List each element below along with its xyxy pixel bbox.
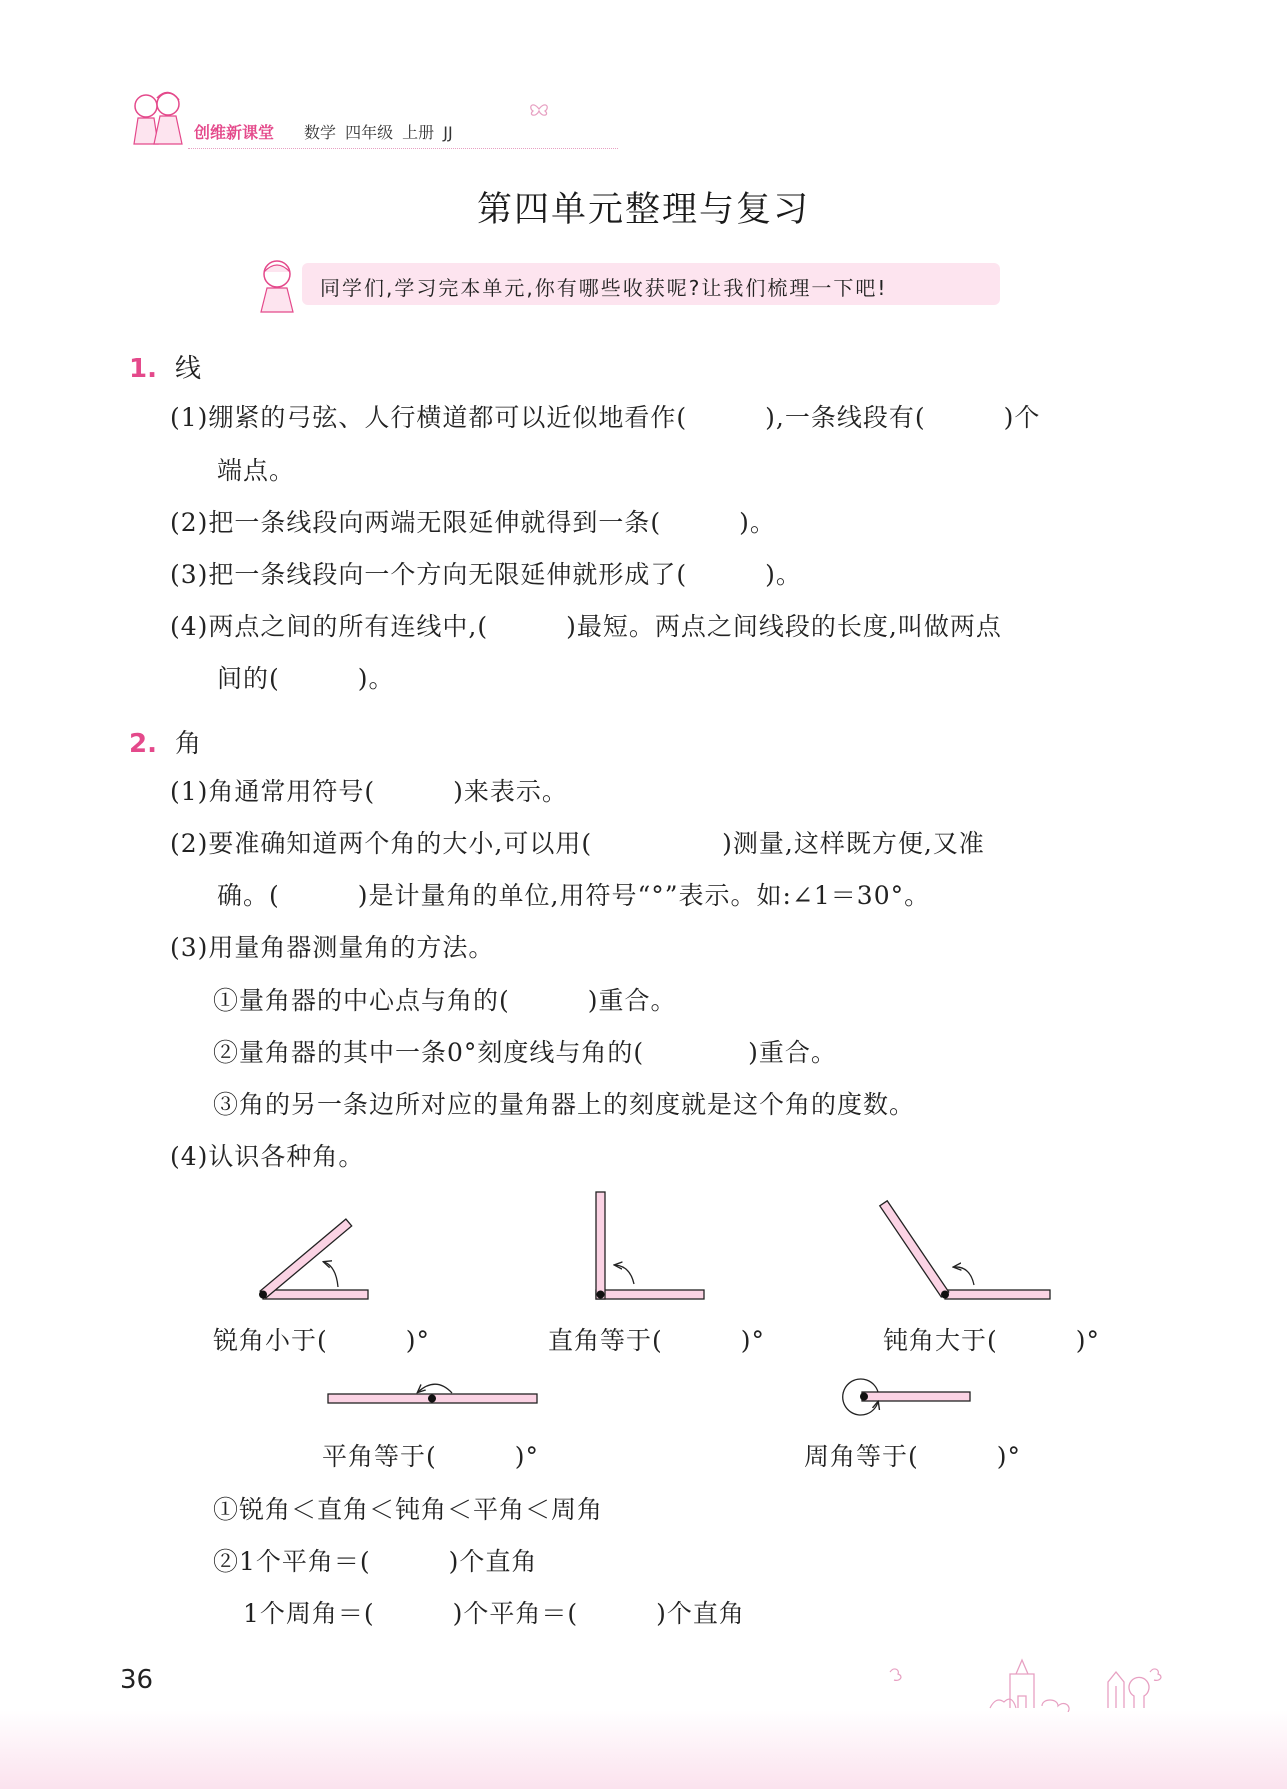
- s1-item-2: (2)把一条线段向两端无限延伸就得到一条( )。: [170, 508, 776, 537]
- s2-step-3: ③角的另一条边所对应的量角器上的刻度就是这个角的度数。: [213, 1090, 916, 1119]
- s2-step-1: ①量角器的中心点与角的( )重合。: [213, 986, 677, 1015]
- s2-item-2: (2)要准确知道两个角的大小,可以用( )测量,这样既方便,又准: [170, 829, 985, 858]
- footer-band: [0, 1710, 1287, 1789]
- section-2-name: 角: [174, 729, 201, 759]
- acute-angle-figure: [259, 1219, 368, 1299]
- section-1-name: 线: [174, 354, 201, 384]
- round-label: 周角等于( )°: [804, 1442, 1022, 1471]
- s2-item-1: (1)角通常用符号( )来表示。: [170, 777, 568, 806]
- s1-item-4-cont: 间的( )。: [217, 664, 395, 693]
- right-angle-figure: [596, 1192, 704, 1299]
- s2-compare: ①锐角＜直角＜钝角＜平角＜周角: [213, 1495, 604, 1524]
- brand-name: 创维新课堂: [194, 123, 275, 142]
- section-1-number: 1.: [129, 354, 157, 384]
- page-number: 36: [120, 1665, 154, 1695]
- straight-label: 平角等于( )°: [322, 1442, 540, 1471]
- right-label: 直角等于( )°: [548, 1326, 766, 1355]
- section-2-number: 2.: [129, 729, 157, 759]
- s2-step-2: ②量角器的其中一条0°刻度线与角的( )重合。: [213, 1038, 837, 1067]
- s1-item-1: (1)绷紧的弓弦、人行横道都可以近似地看作( ),一条线段有( )个: [170, 403, 1041, 432]
- s2-item-4: (4)认识各种角。: [170, 1142, 365, 1171]
- s2-item-3: (3)用量角器测量角的方法。: [170, 933, 495, 962]
- s2-relation-2: 1个周角＝( )个平角＝( )个直角: [243, 1599, 745, 1628]
- straight-angle-figure: [328, 1384, 537, 1403]
- book-info: 数学 四年级 上册 JJ: [304, 123, 453, 142]
- intro-text: 同学们,学习完本单元,你有哪些收获呢?让我们梳理一下吧!: [320, 276, 888, 300]
- castle-doodle-icon: [880, 1650, 1170, 1712]
- obtuse-label: 钝角大于( )°: [883, 1326, 1101, 1355]
- obtuse-angle-figure: [880, 1201, 1050, 1299]
- s2-item-2-cont: 确。( )是计量角的单位,用符号“°”表示。如:∠1＝30°。: [217, 881, 931, 910]
- s1-item-3: (3)把一条线段向一个方向无限延伸就形成了( )。: [170, 560, 802, 589]
- acute-label: 锐角小于( )°: [213, 1326, 431, 1355]
- s2-relation-1: ②1个平角＝( )个直角: [213, 1547, 538, 1576]
- s1-item-1-cont: 端点。: [217, 456, 296, 485]
- page-title: 第四单元整理与复习: [476, 190, 810, 230]
- s1-item-4: (4)两点之间的所有连线中,( )最短。两点之间线段的长度,叫做两点: [170, 612, 1002, 641]
- round-angle-figure: [843, 1379, 970, 1415]
